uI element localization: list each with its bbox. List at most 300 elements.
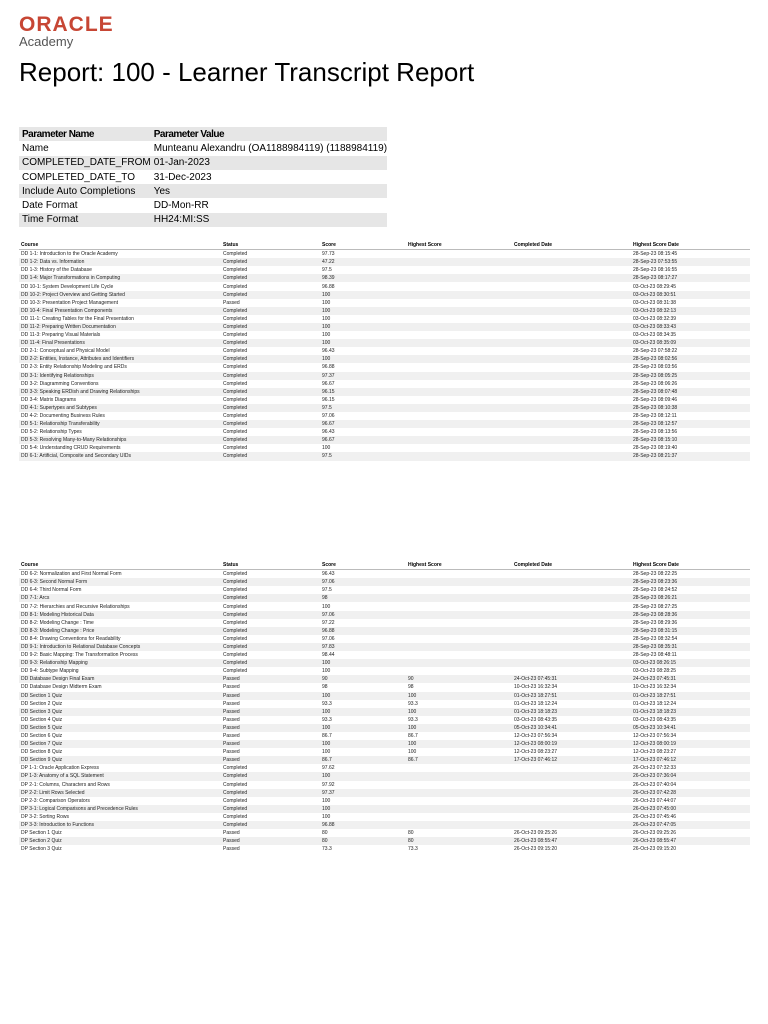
highest-score-cell	[406, 667, 512, 675]
highest-score-date-cell: 26-Oct-23 07:44:07	[633, 797, 677, 804]
highest-score-date-cell: 28-Sep-23 08:07:48	[633, 388, 678, 395]
status-cell: Completed	[223, 437, 248, 444]
highest-score-cell	[406, 586, 512, 594]
highest-score-cell	[406, 594, 512, 602]
score-cell: 100	[322, 797, 331, 804]
table-row	[19, 363, 750, 371]
completed-date-cell	[512, 444, 631, 452]
status-column-header: Status	[221, 241, 320, 250]
course-column-header: Course	[19, 241, 221, 250]
table-row	[19, 764, 750, 772]
table-row	[19, 404, 750, 412]
parameter-value: HH24:MI:SS	[153, 214, 210, 226]
status-cell: Completed	[223, 251, 248, 258]
parameter-row	[19, 213, 387, 227]
completed-date-cell	[512, 659, 631, 667]
course-column-header: Course	[19, 561, 221, 570]
highest-score-date-cell: 28-Sep-23 08:48:11	[633, 652, 677, 659]
highest-score-date-cell: 26-Oct-23 09:25:26	[633, 830, 677, 837]
highest-score-date-cell: 01-Oct-23 18:27:51	[633, 692, 677, 699]
score-cell: 100	[322, 708, 331, 715]
highest-score-cell	[406, 627, 512, 635]
course-cell: DD Section 8 Quiz	[21, 749, 63, 756]
status-cell: Completed	[223, 283, 248, 290]
completed-date-cell	[512, 412, 631, 420]
score-cell: 86.7	[322, 757, 332, 764]
highest-score-cell: 100	[408, 749, 417, 756]
report-title: Report: 100 - Learner Transcript Report	[19, 57, 475, 87]
course-cell: DP 3-1: Logical Comparisons and Precedence Rules	[21, 805, 138, 812]
completed-date-cell	[512, 307, 631, 315]
course-cell: DP Section 2 Quiz	[21, 838, 62, 845]
status-cell: Completed	[223, 773, 248, 780]
course-cell: DD Section 1 Quiz	[21, 692, 63, 699]
table-row	[19, 619, 750, 627]
completed-date-cell: 01-Oct-23 18:27:51	[514, 692, 558, 699]
highest-score-date-cell: 28-Sep-23 08:27:25	[633, 603, 678, 610]
highest-score-date-cell: 03-Oct-23 08:43:35	[633, 716, 677, 723]
course-cell: DD 11-3: Preparing Visual Materials	[21, 332, 101, 339]
completed-date-cell	[512, 396, 631, 404]
course-cell: DD 11-2: Preparing Written Documentation	[21, 323, 116, 330]
completed-date-cell	[512, 651, 631, 659]
parameter-value: 31-Dec-2023	[153, 171, 212, 183]
status-cell: Completed	[223, 259, 248, 266]
highest-score-date-cell: 03-Oct-23 08:26:15	[633, 660, 677, 667]
table-row	[19, 805, 750, 813]
score-cell: 96.43	[322, 348, 335, 355]
course-cell: DD 4-2: Documenting Business Rules	[21, 413, 105, 420]
status-cell: Passed	[223, 846, 240, 853]
highest-score-cell	[406, 282, 512, 290]
highest-score-cell	[406, 444, 512, 452]
course-cell: DD 10-2: Project Overview and Getting Started	[21, 291, 125, 298]
course-cell: DD 3-3: Speaking ERDish and Drawing Relationships	[21, 388, 140, 395]
status-cell: Completed	[223, 822, 248, 829]
completed-date-column-header: Completed Date	[512, 561, 631, 570]
course-cell: DD 11-1: Creating Tables for the Final Presentation	[21, 315, 134, 322]
table-row	[19, 570, 750, 579]
highest-score-date-cell: 28-Sep-23 08:12:11	[633, 413, 677, 420]
completed-date-cell	[512, 347, 631, 355]
highest-score-date-cell: 12-Oct-23 07:56:34	[633, 733, 677, 740]
transcript-table-1	[19, 241, 750, 461]
parameter-name: COMPLETED_DATE_TO	[22, 171, 135, 183]
score-cell: 100	[322, 299, 331, 306]
course-cell: DP 1-3: Anatomy of a SQL Statement	[21, 773, 104, 780]
oracle-academy-logo	[19, 14, 114, 49]
parameter-name-header: Parameter Name	[22, 128, 94, 140]
course-cell: DD 5-4: Understanding CRUD Requirements	[21, 445, 121, 452]
completed-date-cell	[512, 274, 631, 282]
score-cell: 97.5	[322, 404, 332, 411]
status-cell: Completed	[223, 275, 248, 282]
parameter-row	[19, 198, 387, 212]
score-cell: 96.15	[322, 388, 335, 395]
status-cell: Passed	[223, 676, 240, 683]
score-cell: 100	[322, 749, 331, 756]
highest-score-date-cell: 28-Sep-23 08:32:54	[633, 635, 678, 642]
course-cell: DD Section 7 Quiz	[21, 741, 63, 748]
status-cell: Completed	[223, 587, 248, 594]
highest-score-date-cell: 03-Oct-23 08:35:09	[633, 340, 677, 347]
highest-score-cell	[406, 380, 512, 388]
highest-score-date-cell: 28-Sep-23 08:19:40	[633, 445, 678, 452]
highest-score-date-cell: 28-Sep-23 08:24:52	[633, 587, 678, 594]
table-row	[19, 659, 750, 667]
highest-score-date-cell: 17-Oct-23 07:46:12	[633, 757, 677, 764]
status-cell: Passed	[223, 716, 240, 723]
table-row	[19, 299, 750, 307]
score-cell: 96.43	[322, 571, 335, 578]
highest-score-cell	[406, 307, 512, 315]
score-cell: 100	[322, 445, 331, 452]
completed-date-cell	[512, 805, 631, 813]
highest-score-column-header: Highest Score	[406, 241, 512, 250]
status-cell: Completed	[223, 781, 248, 788]
score-cell: 47.22	[322, 259, 335, 266]
highest-score-cell: 93.3	[408, 700, 418, 707]
highest-score-date-cell: 28-Sep-23 08:17:27	[633, 275, 678, 282]
status-cell: Completed	[223, 668, 248, 675]
table-row	[19, 452, 750, 460]
parameter-name: Include Auto Completions	[22, 185, 136, 197]
completed-date-cell	[512, 602, 631, 610]
highest-score-cell	[406, 578, 512, 586]
status-cell: Passed	[223, 724, 240, 731]
score-cell: 100	[322, 603, 331, 610]
parameter-row	[19, 156, 387, 170]
highest-score-cell	[406, 772, 512, 780]
completed-date-cell	[512, 299, 631, 307]
highest-score-cell	[406, 323, 512, 331]
highest-score-cell	[406, 813, 512, 821]
completed-date-cell	[512, 323, 631, 331]
status-cell: Passed	[223, 830, 240, 837]
status-cell: Completed	[223, 291, 248, 298]
status-cell: Completed	[223, 348, 248, 355]
table-row	[19, 829, 750, 837]
highest-score-cell	[406, 347, 512, 355]
completed-date-cell: 17-Oct-23 07:46:12	[514, 757, 558, 764]
table-row	[19, 436, 750, 444]
course-cell: DD 9-1: Introduction to Relational Database Concepts	[21, 643, 141, 650]
status-cell: Completed	[223, 332, 248, 339]
table-row	[19, 347, 750, 355]
course-cell: DD 6-3: Second Normal Form	[21, 579, 88, 586]
parameter-value: Munteanu Alexandru (OA1188984119) (1188984119)	[153, 142, 388, 154]
completed-date-cell	[512, 436, 631, 444]
parameter-name: Time Format	[22, 214, 79, 226]
table-row	[19, 724, 750, 732]
highest-score-cell	[406, 436, 512, 444]
course-cell: DD 6-1: Artificial, Composite and Secondary UIDs	[21, 453, 132, 460]
highest-score-cell	[406, 797, 512, 805]
score-cell: 100	[322, 332, 331, 339]
highest-score-cell: 100	[408, 708, 417, 715]
highest-score-date-cell: 28-Sep-23 08:28:36	[633, 611, 678, 618]
status-cell: Passed	[223, 749, 240, 756]
status-cell: Passed	[223, 757, 240, 764]
table-row	[19, 266, 750, 274]
completed-date-cell: 12-Oct-23 08:23:27	[514, 749, 558, 756]
course-cell: DD Database Design Final Exam	[21, 676, 95, 683]
highest-score-date-cell: 28-Sep-23 08:13:56	[633, 429, 678, 436]
highest-score-cell: 73.3	[408, 846, 418, 853]
table-row	[19, 258, 750, 266]
status-cell: Completed	[223, 413, 248, 420]
status-cell: Completed	[223, 356, 248, 363]
course-cell: DP 2-1: Columns, Characters and Rows	[21, 781, 110, 788]
table-row	[19, 797, 750, 805]
table-row	[19, 813, 750, 821]
status-cell: Completed	[223, 404, 248, 411]
completed-date-cell: 12-Oct-23 08:00:19	[514, 741, 558, 748]
highest-score-cell	[406, 619, 512, 627]
score-cell: 97.06	[322, 579, 335, 586]
table-row	[19, 412, 750, 420]
parameter-name: Date Format	[22, 200, 78, 212]
highest-score-cell	[406, 412, 512, 420]
highest-score-date-cell: 28-Sep-23 08:31:15	[633, 627, 678, 634]
highest-score-cell	[406, 643, 512, 651]
score-cell: 100	[322, 741, 331, 748]
completed-date-cell	[512, 797, 631, 805]
highest-score-date-cell: 28-Sep-23 08:02:56	[633, 356, 678, 363]
score-cell: 96.67	[322, 421, 335, 428]
score-cell: 100	[322, 692, 331, 699]
score-cell: 98	[322, 595, 328, 602]
completed-date-column-header: Completed Date	[512, 241, 631, 250]
course-cell: DP 3-2: Sorting Rows	[21, 813, 69, 820]
highest-score-cell: 100	[408, 692, 417, 699]
status-cell: Completed	[223, 603, 248, 610]
highest-score-cell	[406, 452, 512, 460]
completed-date-cell	[512, 420, 631, 428]
table-row	[19, 578, 750, 586]
table-row	[19, 627, 750, 635]
status-cell: Completed	[223, 323, 248, 330]
course-cell: DD 5-3: Resolving Many-to-Many Relationships	[21, 437, 127, 444]
highest-score-cell	[406, 266, 512, 274]
score-cell: 100	[322, 724, 331, 731]
completed-date-cell	[512, 452, 631, 460]
completed-date-cell	[512, 627, 631, 635]
course-cell: DP Section 1 Quiz	[21, 830, 62, 837]
table-row	[19, 380, 750, 388]
completed-date-cell: 01-Oct-23 18:18:23	[514, 708, 558, 715]
score-cell: 100	[322, 668, 331, 675]
status-cell: Completed	[223, 267, 248, 274]
highest-score-date-cell: 26-Oct-23 07:36:04	[633, 773, 677, 780]
highest-score-date-cell: 03-Oct-23 08:31:38	[633, 299, 677, 306]
highest-score-cell	[406, 291, 512, 299]
course-cell: DD Database Design Midterm Exam	[21, 684, 102, 691]
highest-score-date-cell: 28-Sep-23 08:03:56	[633, 364, 678, 371]
highest-score-cell: 98	[408, 684, 414, 691]
course-cell: DD Section 9 Quiz	[21, 757, 63, 764]
course-cell: DP 1-1: Oracle Application Express	[21, 765, 100, 772]
status-cell: Passed	[223, 684, 240, 691]
completed-date-cell	[512, 339, 631, 347]
highest-score-cell	[406, 250, 512, 259]
highest-score-cell	[406, 570, 512, 579]
score-cell: 100	[322, 660, 331, 667]
transcript-header-row	[19, 241, 750, 250]
course-cell: DD 2-3: Entity Relationship Modeling and ERDs	[21, 364, 127, 371]
status-cell: Passed	[223, 741, 240, 748]
score-cell: 98.44	[322, 652, 335, 659]
highest-score-cell	[406, 355, 512, 363]
highest-score-date-cell: 28-Sep-23 07:53:55	[633, 259, 678, 266]
highest-score-cell	[406, 315, 512, 323]
completed-date-cell: 26-Oct-23 09:25:26	[514, 830, 558, 837]
table-row	[19, 821, 750, 829]
completed-date-cell	[512, 363, 631, 371]
table-row	[19, 740, 750, 748]
parameter-name: Name	[22, 142, 49, 154]
status-cell: Completed	[223, 789, 248, 796]
course-cell: DP Section 3 Quiz	[21, 846, 62, 853]
status-cell: Passed	[223, 838, 240, 845]
course-cell: DD 8-4: Drawing Conventions for Readability	[21, 635, 121, 642]
table-row	[19, 683, 750, 691]
table-row	[19, 716, 750, 724]
highest-score-cell: 93.3	[408, 716, 418, 723]
table-row	[19, 355, 750, 363]
course-cell: DD 9-2: Basic Mapping: The Transformation Process	[21, 652, 138, 659]
highest-score-date-column-header: Highest Score Date	[631, 561, 750, 570]
table-row	[19, 756, 750, 764]
score-cell: 96.15	[322, 396, 335, 403]
score-column-header: Score	[320, 241, 406, 250]
highest-score-date-cell: 12-Oct-23 08:23:27	[633, 749, 677, 756]
table-row	[19, 651, 750, 659]
highest-score-date-cell: 28-Sep-23 08:12:57	[633, 421, 678, 428]
status-cell: Passed	[223, 708, 240, 715]
logo-subtitle: Academy	[19, 34, 74, 49]
highest-score-cell: 80	[408, 830, 414, 837]
highest-score-cell	[406, 363, 512, 371]
parameter-value-header: Parameter Value	[153, 128, 225, 140]
completed-date-cell: 26-Oct-23 08:55:47	[514, 838, 558, 845]
course-cell: DD 5-2: Relationship Types	[21, 429, 82, 436]
highest-score-date-cell: 28-Sep-23 08:16:55	[633, 267, 678, 274]
highest-score-date-cell: 03-Oct-23 08:34:35	[633, 332, 677, 339]
score-cell: 97.5	[322, 453, 332, 460]
highest-score-date-cell: 28-Sep-23 08:21:37	[633, 453, 678, 460]
highest-score-cell: 100	[408, 724, 417, 731]
status-cell: Completed	[223, 660, 248, 667]
score-cell: 100	[322, 307, 331, 314]
table-row	[19, 594, 750, 602]
status-cell: Completed	[223, 765, 248, 772]
course-cell: DD 8-2: Modeling Change : Time	[21, 619, 94, 626]
table-row	[19, 420, 750, 428]
score-cell: 96.88	[322, 283, 335, 290]
course-cell: DD 3-2: Diagramming Conventions	[21, 380, 99, 387]
score-cell: 100	[322, 340, 331, 347]
course-cell: DD Section 3 Quiz	[21, 708, 63, 715]
completed-date-cell: 12-Oct-23 07:56:34	[514, 733, 558, 740]
highest-score-date-cell: 28-Sep-23 08:15:10	[633, 437, 678, 444]
completed-date-cell	[512, 772, 631, 780]
status-cell: Completed	[223, 380, 248, 387]
course-cell: DD Section 4 Quiz	[21, 716, 63, 723]
course-cell: DD 7-2: Hierarchies and Recursive Relationships	[21, 603, 130, 610]
completed-date-cell	[512, 764, 631, 772]
highest-score-date-cell: 01-Oct-23 18:18:23	[633, 708, 677, 715]
highest-score-date-cell: 03-Oct-23 08:33:43	[633, 323, 677, 330]
status-cell: Completed	[223, 797, 248, 804]
completed-date-cell	[512, 667, 631, 675]
status-cell: Completed	[223, 619, 248, 626]
score-cell: 97.83	[322, 643, 335, 650]
transcript-table-2	[19, 561, 750, 853]
highest-score-date-cell: 26-Oct-23 07:42:28	[633, 789, 677, 796]
status-cell: Completed	[223, 571, 248, 578]
course-cell: DD 8-3: Modeling Change : Price	[21, 627, 95, 634]
score-cell: 80	[322, 838, 328, 845]
parameters-header-row	[19, 127, 387, 141]
completed-date-cell	[512, 258, 631, 266]
highest-score-date-cell: 26-Oct-23 08:55:47	[633, 838, 677, 845]
completed-date-cell	[512, 266, 631, 274]
status-cell: Completed	[223, 421, 248, 428]
completed-date-cell: 05-Oct-23 10:34:41	[514, 724, 558, 731]
score-cell: 97.92	[322, 781, 335, 788]
score-cell: 97.06	[322, 413, 335, 420]
completed-date-cell	[512, 578, 631, 586]
table-row	[19, 845, 750, 853]
highest-score-cell	[406, 274, 512, 282]
highest-score-date-cell: 26-Oct-23 07:45:46	[633, 813, 677, 820]
score-cell: 73.3	[322, 846, 332, 853]
completed-date-cell	[512, 789, 631, 797]
status-cell: Completed	[223, 579, 248, 586]
completed-date-cell	[512, 291, 631, 299]
course-cell: DD 7-1: Arcs	[21, 595, 50, 602]
completed-date-cell: 03-Oct-23 08:43:35	[514, 716, 558, 723]
completed-date-cell	[512, 250, 631, 259]
score-cell: 98	[322, 684, 328, 691]
course-cell: DD Section 6 Quiz	[21, 733, 63, 740]
table-row	[19, 428, 750, 436]
status-cell: Completed	[223, 453, 248, 460]
status-cell: Completed	[223, 396, 248, 403]
score-cell: 98.39	[322, 275, 335, 282]
completed-date-cell	[512, 372, 631, 380]
highest-score-date-cell: 28-Sep-23 08:23:36	[633, 579, 678, 586]
score-column-header: Score	[320, 561, 406, 570]
course-cell: DP 2-2: Limit Rows Selected	[21, 789, 85, 796]
table-row	[19, 732, 750, 740]
parameters-table	[19, 127, 387, 227]
course-cell: DD 1-1: Introduction to the Oracle Academy	[21, 251, 118, 258]
score-cell: 96.67	[322, 380, 335, 387]
parameter-name: COMPLETED_DATE_FROM	[22, 157, 151, 169]
status-cell: Completed	[223, 372, 248, 379]
table-row	[19, 331, 750, 339]
completed-date-cell	[512, 594, 631, 602]
completed-date-cell	[512, 355, 631, 363]
highest-score-cell	[406, 299, 512, 307]
highest-score-cell: 90	[408, 676, 414, 683]
course-cell: DD 4-1: Supertypes and Subtypes	[21, 404, 97, 411]
table-row	[19, 789, 750, 797]
table-row	[19, 667, 750, 675]
parameter-row	[19, 170, 387, 184]
